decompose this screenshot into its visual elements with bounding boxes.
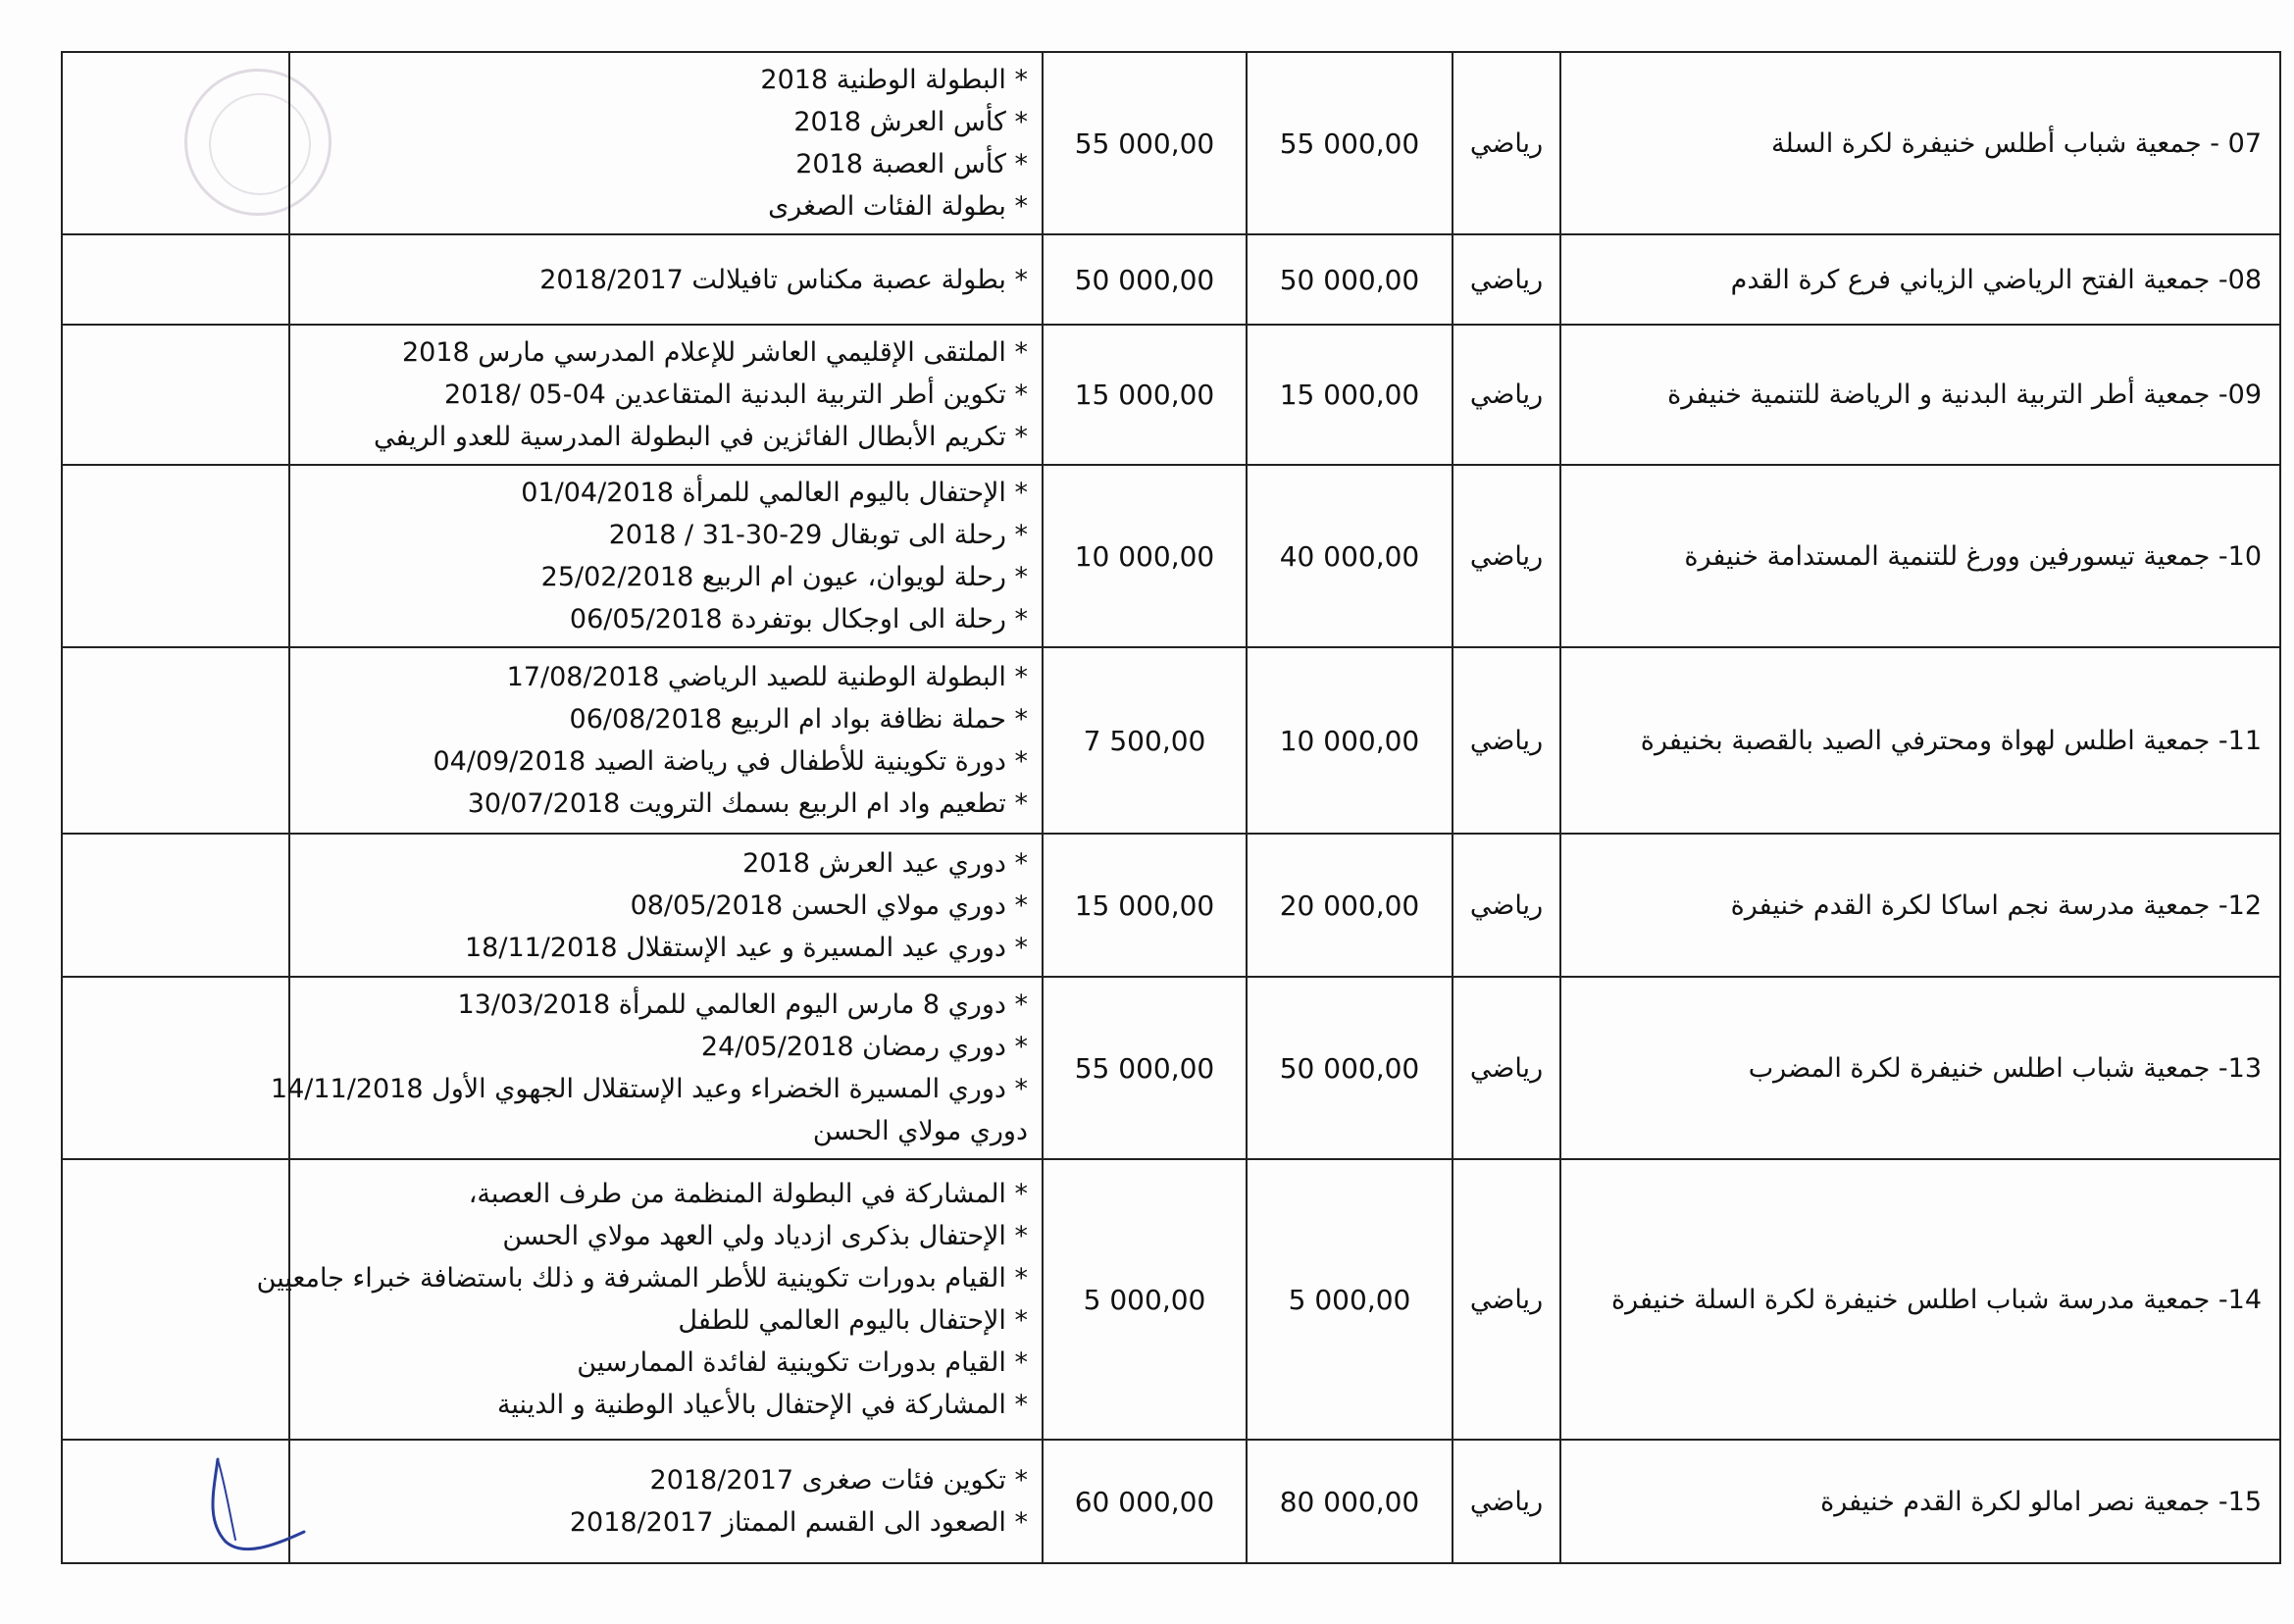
blank-cell [62, 1159, 289, 1440]
signature-mark [196, 1451, 314, 1559]
activity-item: * الإحتفال بذكرى ازدياد ولي العهد مولاي الحسن [502, 1221, 1028, 1251]
association-type: رياضي [1453, 834, 1560, 977]
table-row [62, 465, 2280, 647]
association-type: رياضي [1453, 465, 1560, 647]
amount-requested: 55 000,00 [1247, 52, 1453, 234]
activities-cell [289, 834, 1043, 977]
amount-granted: 5 000,00 [1043, 1159, 1247, 1440]
table-row [62, 1159, 2280, 1440]
activity-item: * بطولة عصبة مكناس تافيلالت 2018/2017 [539, 264, 1028, 295]
activity-item: * القيام بدورات تكوينية لفائدة الممارسين [577, 1347, 1028, 1378]
association-type: رياضي [1453, 977, 1560, 1159]
activity-item: * الإحتفال باليوم العالمي للطفل [678, 1305, 1028, 1336]
amount-granted: 15 000,00 [1043, 325, 1247, 465]
table-row [62, 52, 2280, 234]
activity-item: * تكوين فئات صغرى 2018/2017 [649, 1465, 1028, 1496]
blank-cell [62, 977, 289, 1159]
association-name: 10- جمعية تيسورفين وورغ للتنمية المستدامة خنيفرة [1560, 465, 2280, 647]
amount-requested: 50 000,00 [1247, 234, 1453, 325]
activity-item: دوري مولاي الحسن [812, 1116, 1028, 1146]
association-name: 15- جمعية نصر امالو لكرة القدم خنيفرة [1560, 1440, 2280, 1563]
activities-cell [289, 1440, 1043, 1563]
activity-item: * دوري عيد المسيرة و عيد الإستقلال 18/11/2018 [464, 932, 1028, 963]
activities-cell [289, 647, 1043, 834]
activity-item: * الإحتفال باليوم العالمي للمرأة 01/04/2018 [521, 478, 1028, 508]
table-row [62, 1440, 2280, 1563]
activity-item: * كأس العرش 2018 [793, 107, 1028, 137]
activity-item: * دورة تكوينية للأطفال في رياضة الصيد 04/09/2018 [433, 746, 1028, 777]
activity-item: * تكريم الأبطال الفائزين في البطولة المدرسية للعدو الريفي [373, 422, 1028, 452]
table-row [62, 977, 2280, 1159]
amount-granted: 55 000,00 [1043, 52, 1247, 234]
association-type: رياضي [1453, 647, 1560, 834]
activity-item: * البطولة الوطنية 2018 [760, 65, 1028, 95]
association-type: رياضي [1453, 1159, 1560, 1440]
table-row [62, 325, 2280, 465]
amount-requested: 40 000,00 [1247, 465, 1453, 647]
amount-requested: 50 000,00 [1247, 977, 1453, 1159]
associations-table [61, 51, 2281, 1564]
activity-item: * المشاركة في البطولة المنظمة من طرف العصبة، [468, 1179, 1028, 1209]
table-row [62, 834, 2280, 977]
amount-requested: 5 000,00 [1247, 1159, 1453, 1440]
amount-granted: 50 000,00 [1043, 234, 1247, 325]
table-row [62, 234, 2280, 325]
amount-granted: 7 500,00 [1043, 647, 1247, 834]
association-name: 13- جمعية شباب اطلس خنيفرة لكرة المضرب [1560, 977, 2280, 1159]
activity-item: * دوري 8 مارس اليوم العالمي للمرأة 13/03/2018 [457, 990, 1028, 1020]
amount-requested: 10 000,00 [1247, 647, 1453, 834]
association-name: 08- جمعية الفتح الرياضي الزياني فرع كرة القدم [1560, 234, 2280, 325]
activity-item: * دوري المسيرة الخضراء وعيد الإستقلال الجهوي الأول 14/11/2018 [270, 1074, 1028, 1104]
association-type: رياضي [1453, 325, 1560, 465]
blank-cell [62, 52, 289, 234]
amount-granted: 10 000,00 [1043, 465, 1247, 647]
activity-item: * رحلة الى توبقال 29-30-31 / 2018 [608, 520, 1028, 550]
amount-granted: 15 000,00 [1043, 834, 1247, 977]
activities-cell [270, 977, 1043, 1159]
activity-item: * دوري عيد العرش 2018 [742, 847, 1028, 879]
blank-cell [62, 834, 289, 977]
amount-requested: 20 000,00 [1247, 834, 1453, 977]
activities-cell [256, 1159, 1043, 1440]
table-row [62, 647, 2280, 834]
activity-item: * رحلة الى اوجكال بوتفردة 06/05/2018 [569, 604, 1028, 634]
association-name: 14- جمعية مدرسة شباب اطلس خنيفرة لكرة السلة خنيفرة [1560, 1159, 2280, 1440]
activity-item: * تطعيم واد ام الربيع بسمك الترويت 30/07/2018 [467, 788, 1028, 819]
activity-item: * حملة نظافة بواد ام الربيع 06/08/2018 [569, 704, 1028, 735]
activity-item: * بطولة الفئات الصغرى [768, 191, 1028, 222]
association-name: 09- جمعية أطر التربية البدنية و الرياضة للتنمية خنيفرة [1560, 325, 2280, 465]
activities-cell [289, 325, 1043, 465]
association-name: 07 - جمعية شباب أطلس خنيفرة لكرة السلة [1560, 52, 2280, 234]
association-type: رياضي [1453, 234, 1560, 325]
activity-item: * دوري رمضان 24/05/2018 [700, 1032, 1028, 1062]
blank-cell [62, 647, 289, 834]
blank-cell [62, 234, 289, 325]
activity-item: * الصعود الى القسم الممتاز 2018/2017 [569, 1507, 1028, 1538]
activities-cell [289, 234, 1043, 325]
activity-item: * تكوين أطر التربية البدنية المتقاعدين 04-05 /2018 [443, 380, 1028, 410]
activity-item: * رحلة لويوان، عيون ام الربيع 25/02/2018 [540, 562, 1028, 592]
activity-item: * البطولة الوطنية للصيد الرياضي 17/08/2018 [506, 662, 1028, 692]
association-name: 12- جمعية مدرسة نجم اساكا لكرة القدم خنيفرة [1560, 834, 2280, 977]
amount-requested: 15 000,00 [1247, 325, 1453, 465]
activity-item: * كأس العصبة 2018 [795, 149, 1028, 179]
blank-cell [62, 325, 289, 465]
amount-requested: 80 000,00 [1247, 1440, 1453, 1563]
activities-cell [289, 465, 1043, 647]
activities-cell [289, 52, 1043, 234]
amount-granted: 60 000,00 [1043, 1440, 1247, 1563]
association-name: 11- جمعية اطلس لهواة ومحترفي الصيد بالقصبة بخنيفرة [1560, 647, 2280, 834]
activity-item: * الملتقى الإقليمي العاشر للإعلام المدرسي مارس 2018 [401, 337, 1028, 368]
blank-cell [62, 465, 289, 647]
activity-item: * القيام بدورات تكوينية للأطر المشرفة و ذلك باستضافة خبراء جامعيين [256, 1263, 1028, 1294]
activity-item: * المشاركة في الإحتفال بالأعياد الوطنية و الدينية [496, 1390, 1028, 1420]
amount-granted: 55 000,00 [1043, 977, 1247, 1159]
association-type: رياضي [1453, 1440, 1560, 1563]
association-type: رياضي [1453, 52, 1560, 234]
activity-item: * دوري مولاي الحسن 08/05/2018 [630, 889, 1028, 921]
